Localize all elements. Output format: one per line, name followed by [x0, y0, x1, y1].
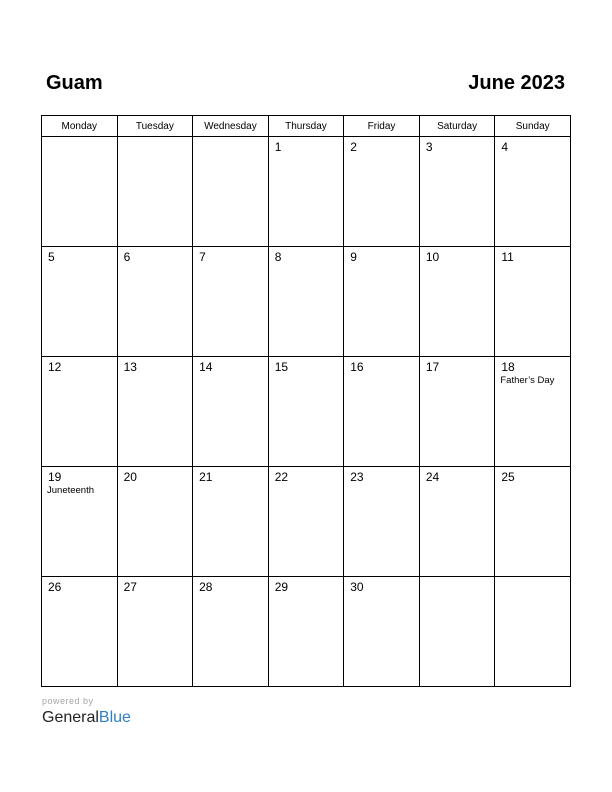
- day-number: 18: [501, 360, 515, 374]
- day-number: 9: [350, 250, 357, 264]
- day-number: 5: [48, 250, 55, 264]
- day-number: 11: [501, 250, 514, 264]
- day-cell: [419, 137, 495, 247]
- week-row: [42, 137, 571, 247]
- calendar-body: [42, 137, 571, 687]
- day-cell: [42, 357, 118, 467]
- weekday-header: Tuesday: [117, 116, 193, 137]
- holiday-label: Juneteenth: [47, 485, 95, 496]
- powered-by-label: powered by: [42, 696, 94, 706]
- day-cell: [419, 247, 495, 357]
- day-cell: [344, 137, 420, 247]
- country-title: Guam: [46, 72, 103, 94]
- day-number: 26: [48, 580, 62, 594]
- day-number: 15: [274, 360, 289, 374]
- weekday-header-row: [42, 116, 571, 137]
- day-number: [42, 137, 117, 141]
- day-cell: [268, 577, 344, 687]
- day-number: 23: [350, 470, 364, 484]
- day-cell: [344, 577, 420, 687]
- day-number: [193, 137, 268, 141]
- day-number: 29: [274, 580, 289, 594]
- day-cell: [344, 467, 420, 577]
- day-number: 14: [199, 360, 213, 374]
- day-cell: [117, 357, 193, 467]
- day-cell: [42, 247, 118, 357]
- day-cell: [42, 467, 118, 577]
- day-cell: [268, 247, 344, 357]
- day-cell: [495, 577, 571, 687]
- day-cell: [344, 357, 420, 467]
- week-row: [42, 467, 571, 577]
- day-cell: [193, 137, 269, 247]
- day-cell: [193, 357, 269, 467]
- footer-brand: [42, 696, 131, 728]
- day-number: 28: [199, 580, 213, 594]
- weekday-header: Wednesday: [193, 116, 269, 137]
- day-number: 12: [48, 360, 62, 374]
- brand-name-general: General: [42, 709, 99, 726]
- day-cell: [268, 357, 344, 467]
- day-number: 2: [350, 140, 357, 154]
- day-number: 13: [123, 360, 137, 374]
- holiday-label: Father’s Day: [500, 375, 555, 386]
- day-number: 20: [123, 470, 137, 484]
- week-row: [42, 357, 571, 467]
- weekday-header: Friday: [344, 116, 420, 137]
- day-number: 21: [199, 470, 213, 484]
- day-cell: [268, 467, 344, 577]
- day-number: 16: [350, 360, 364, 374]
- brand-logo: [42, 708, 131, 728]
- day-cell: [495, 357, 571, 467]
- day-cell: [193, 247, 269, 357]
- day-number: 1: [274, 140, 282, 154]
- brand-name-blue: Blue: [98, 709, 131, 726]
- day-cell: [495, 247, 571, 357]
- weekday-header: Saturday: [419, 116, 495, 137]
- weekday-header: Sunday: [495, 116, 571, 137]
- weekday-header: Thursday: [268, 116, 344, 137]
- day-number: 22: [274, 470, 289, 484]
- day-number: 8: [274, 250, 282, 264]
- day-cell: [495, 137, 571, 247]
- day-number: 27: [123, 580, 137, 594]
- day-cell: [117, 467, 193, 577]
- month-year-title: June 2023: [468, 72, 565, 94]
- week-row: [42, 577, 571, 687]
- day-cell: [117, 137, 193, 247]
- day-number: 25: [501, 470, 515, 484]
- day-cell: [268, 137, 344, 247]
- weekday-header: Monday: [42, 116, 118, 137]
- day-number: 4: [501, 140, 509, 154]
- day-cell: [344, 247, 420, 357]
- day-cell: [419, 357, 495, 467]
- day-cell: [495, 467, 571, 577]
- day-number: 7: [199, 250, 206, 264]
- day-cell: [193, 467, 269, 577]
- day-cell: [42, 577, 118, 687]
- day-number: 10: [425, 250, 440, 264]
- day-cell: [42, 137, 118, 247]
- day-number: [420, 577, 495, 581]
- day-number: [495, 577, 570, 581]
- day-cell: [419, 467, 495, 577]
- day-cell: [193, 577, 269, 687]
- day-number: 24: [425, 470, 440, 484]
- calendar-grid: [41, 115, 571, 687]
- day-cell: [419, 577, 495, 687]
- day-number: 3: [425, 140, 433, 154]
- day-number: 6: [123, 250, 131, 264]
- day-cell: [117, 247, 193, 357]
- day-number: 30: [350, 580, 364, 594]
- day-number: 19: [48, 470, 62, 484]
- week-row: [42, 247, 571, 357]
- day-number: [118, 137, 193, 141]
- day-number: 17: [425, 360, 440, 374]
- day-cell: [117, 577, 193, 687]
